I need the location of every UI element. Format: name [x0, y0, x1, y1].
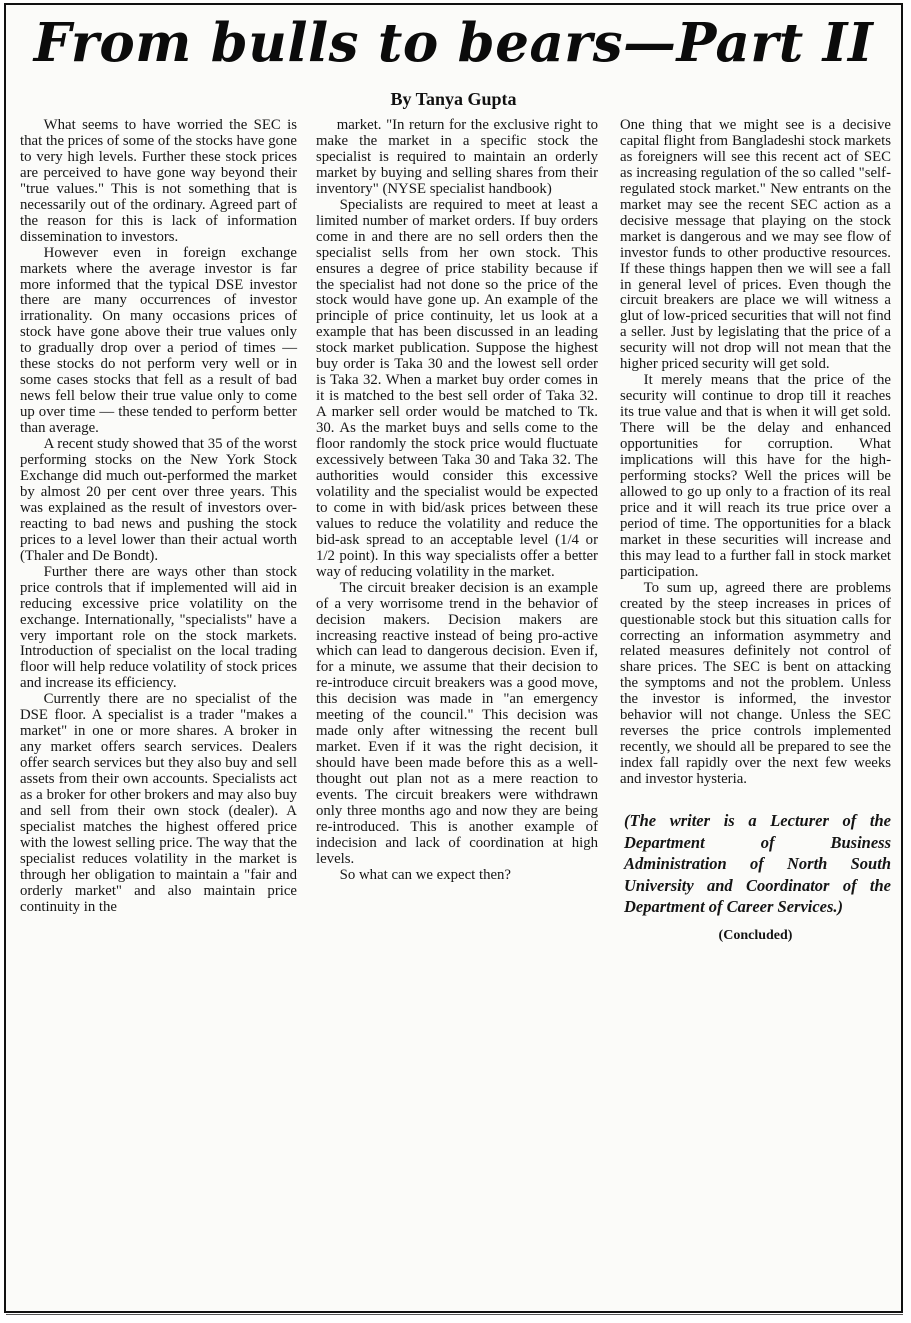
paragraph: The circuit breaker decision is an example of a very worrisome trend in the behavior of decision makers. Decision makers are increasing reactive instead of being pro-active which can lead to dangerous decision. Even if, for a minute, we assume that their decision to re-introduce circuit breakers was a good move, this decision was made in "an emergency meeting of the council." This decision was made only after witnessing the recent bull market. Even if it was the right decision, it should have been made before this as a well-thought out plan not as a mere reaction to events. The circuit breakers were withdrawn only three months ago and now they are being re-introduced. This is another example of indecision and lack of coordination at high levels.	[316, 579, 598, 867]
paragraph: Specialists are required to meet at least a limited number of market orders. If buy orders come in and there are no sell orders then the specialist sells from her own stock. This ensures a degree of price stability because if the specialist had not done so the price of the stock would have gone up. An example of the principle of price continuity, let us look at a example that has been discussed in an leading stock market publication. Suppose the highest buy order is Taka 30 and the lowest sell order is Taka 32. When a market buy order comes in it is matched to the best sell order of Taka 32. A marker sell order would be matched to Tk. 30. As the market buys and sells come to the floor randomly the stock price would fluctuate excessively between Taka 30 and Taka 32. The authorities would consider this excessive volatility and the specialist would be expected to come in with bid/ask prices between these values to reduce the volatility and reduce the bid-ask spread to an acceptable level (1/4 or 1/2 point). In this way specialists offer a better way of reducing volatility in the market.	[316, 196, 598, 580]
paragraph: Further there are ways other than stock price controls that if implemented will aid in reducing excessive price volatility on the exchange. Internationally, "specialists" have a very important role on the stock markets. Introduction of specialist on the local trading floor will help reduce volatility of stock prices and increase its efficiency.	[20, 563, 297, 692]
author-note: (The writer is a Lecturer of the Department of Business Administration of North South University and Coordinator of the Department of Career Services.)	[624, 811, 891, 917]
article-column-3	[620, 118, 891, 943]
article-column-2	[316, 118, 598, 884]
article-frame	[4, 3, 903, 1313]
headline: From bulls to bears—Part II	[33, 12, 874, 74]
paragraph: One thing that we might see is a decisive capital flight from Bangladeshi stock markets as foreigners will see this recent act of SEC as increasing regulation of the so called "self-regulated stock market." New entrants on the market may see the recent SEC action as a decisive message that playing on the stock market is dangerous and we may see flow of investor funds to other productive resources. If these things happen then we will see a fall in general level of prices. Even though the circuit breakers are place we will witness a glut of low-priced securities that will not find a seller. Just by legislating that the price of a security will not drop will not mean that the higher priced security will get sold.	[620, 117, 891, 373]
paragraph: To sum up, agreed there are problems created by the steep increases in prices of questionable stock but this situation calls for correcting an information asymmetry and related measures definitely not control of share prices. The SEC is bent on attacking the symptoms and not the problem. Unless the investor is informed, the investor behavior will not change. Unless the SEC reverses the price controls implemented recently, we should all be prepared to see the index fall rapidly over the next few weeks and investor hysteria.	[620, 579, 891, 788]
paragraph: It merely means that the price of the security will continue to drop till it reaches its true value and that is when it will get sold. There will be the delay and enhanced opportunities for corruption. What implications will this have for the high-performing stocks? Well the prices will be allowed to go up only to a fraction of its real price and it will reach its true price over a period of time. The opportunities for a black market in these securities will increase and this may lead to a further fall in stock market participation.	[620, 372, 891, 580]
paragraph: A recent study showed that 35 of the worst performing stocks on the New York Stock Exchange did much out-performed the market by almost 20 per cent over three years. This was explained as the result of investors over-reacting to bad news and pushing the stock prices to a level lower than their actual worth (Thaler and De Bondt).	[20, 436, 297, 564]
paragraph: So what can we expect then?	[339, 866, 511, 883]
paragraph: Currently there are no specialist of the DSE floor. A specialist is a trader "makes a market" in one or more shares. A broker in any market offers search services. Dealers offer search services but they also buy and sell assets from their own accounts. Specialists act as a broker for other brokers and may also buy and sell from their own stock (dealer). A specialist matches the highest offered price with the lowest selling price. The way that the specialist reduces volatility in the market is through her obligation to maintain a "fair and orderly market" and also maintain price continuity in the	[20, 691, 297, 915]
byline: By Tanya Gupta	[390, 89, 517, 109]
paragraph: However even in foreign exchange markets where the average investor is far more informed that the typical DSE investor there are many occurrences of investor irrationality. On many occasions prices of stock have gone above their true values only to gradually drop over a period of times — these stocks do not perform very well or in some cases stocks that fell as a result of bad news fell below their true value only to come up over time — these tended to perform better than average.	[20, 244, 297, 437]
concluded-label: (Concluded)	[718, 927, 793, 943]
paragraph: What seems to have worried the SEC is that the prices of some of the stocks have gone to very high levels. Further these stock prices are perceived to have gone way beyond their "true values." This is not something that is necessarily out of the ordinary. Agreed part of the reason for this is lack of information dissemination to investors.	[20, 117, 297, 245]
bottom-rule	[6, 1314, 903, 1323]
article-column-1	[20, 118, 297, 916]
paragraph: market. "In return for the exclusive right to make the market in a specific stock the specialist is required to maintain an orderly market by buying and selling shares from their inventory" (NYSE specialist handbook)	[316, 117, 598, 197]
